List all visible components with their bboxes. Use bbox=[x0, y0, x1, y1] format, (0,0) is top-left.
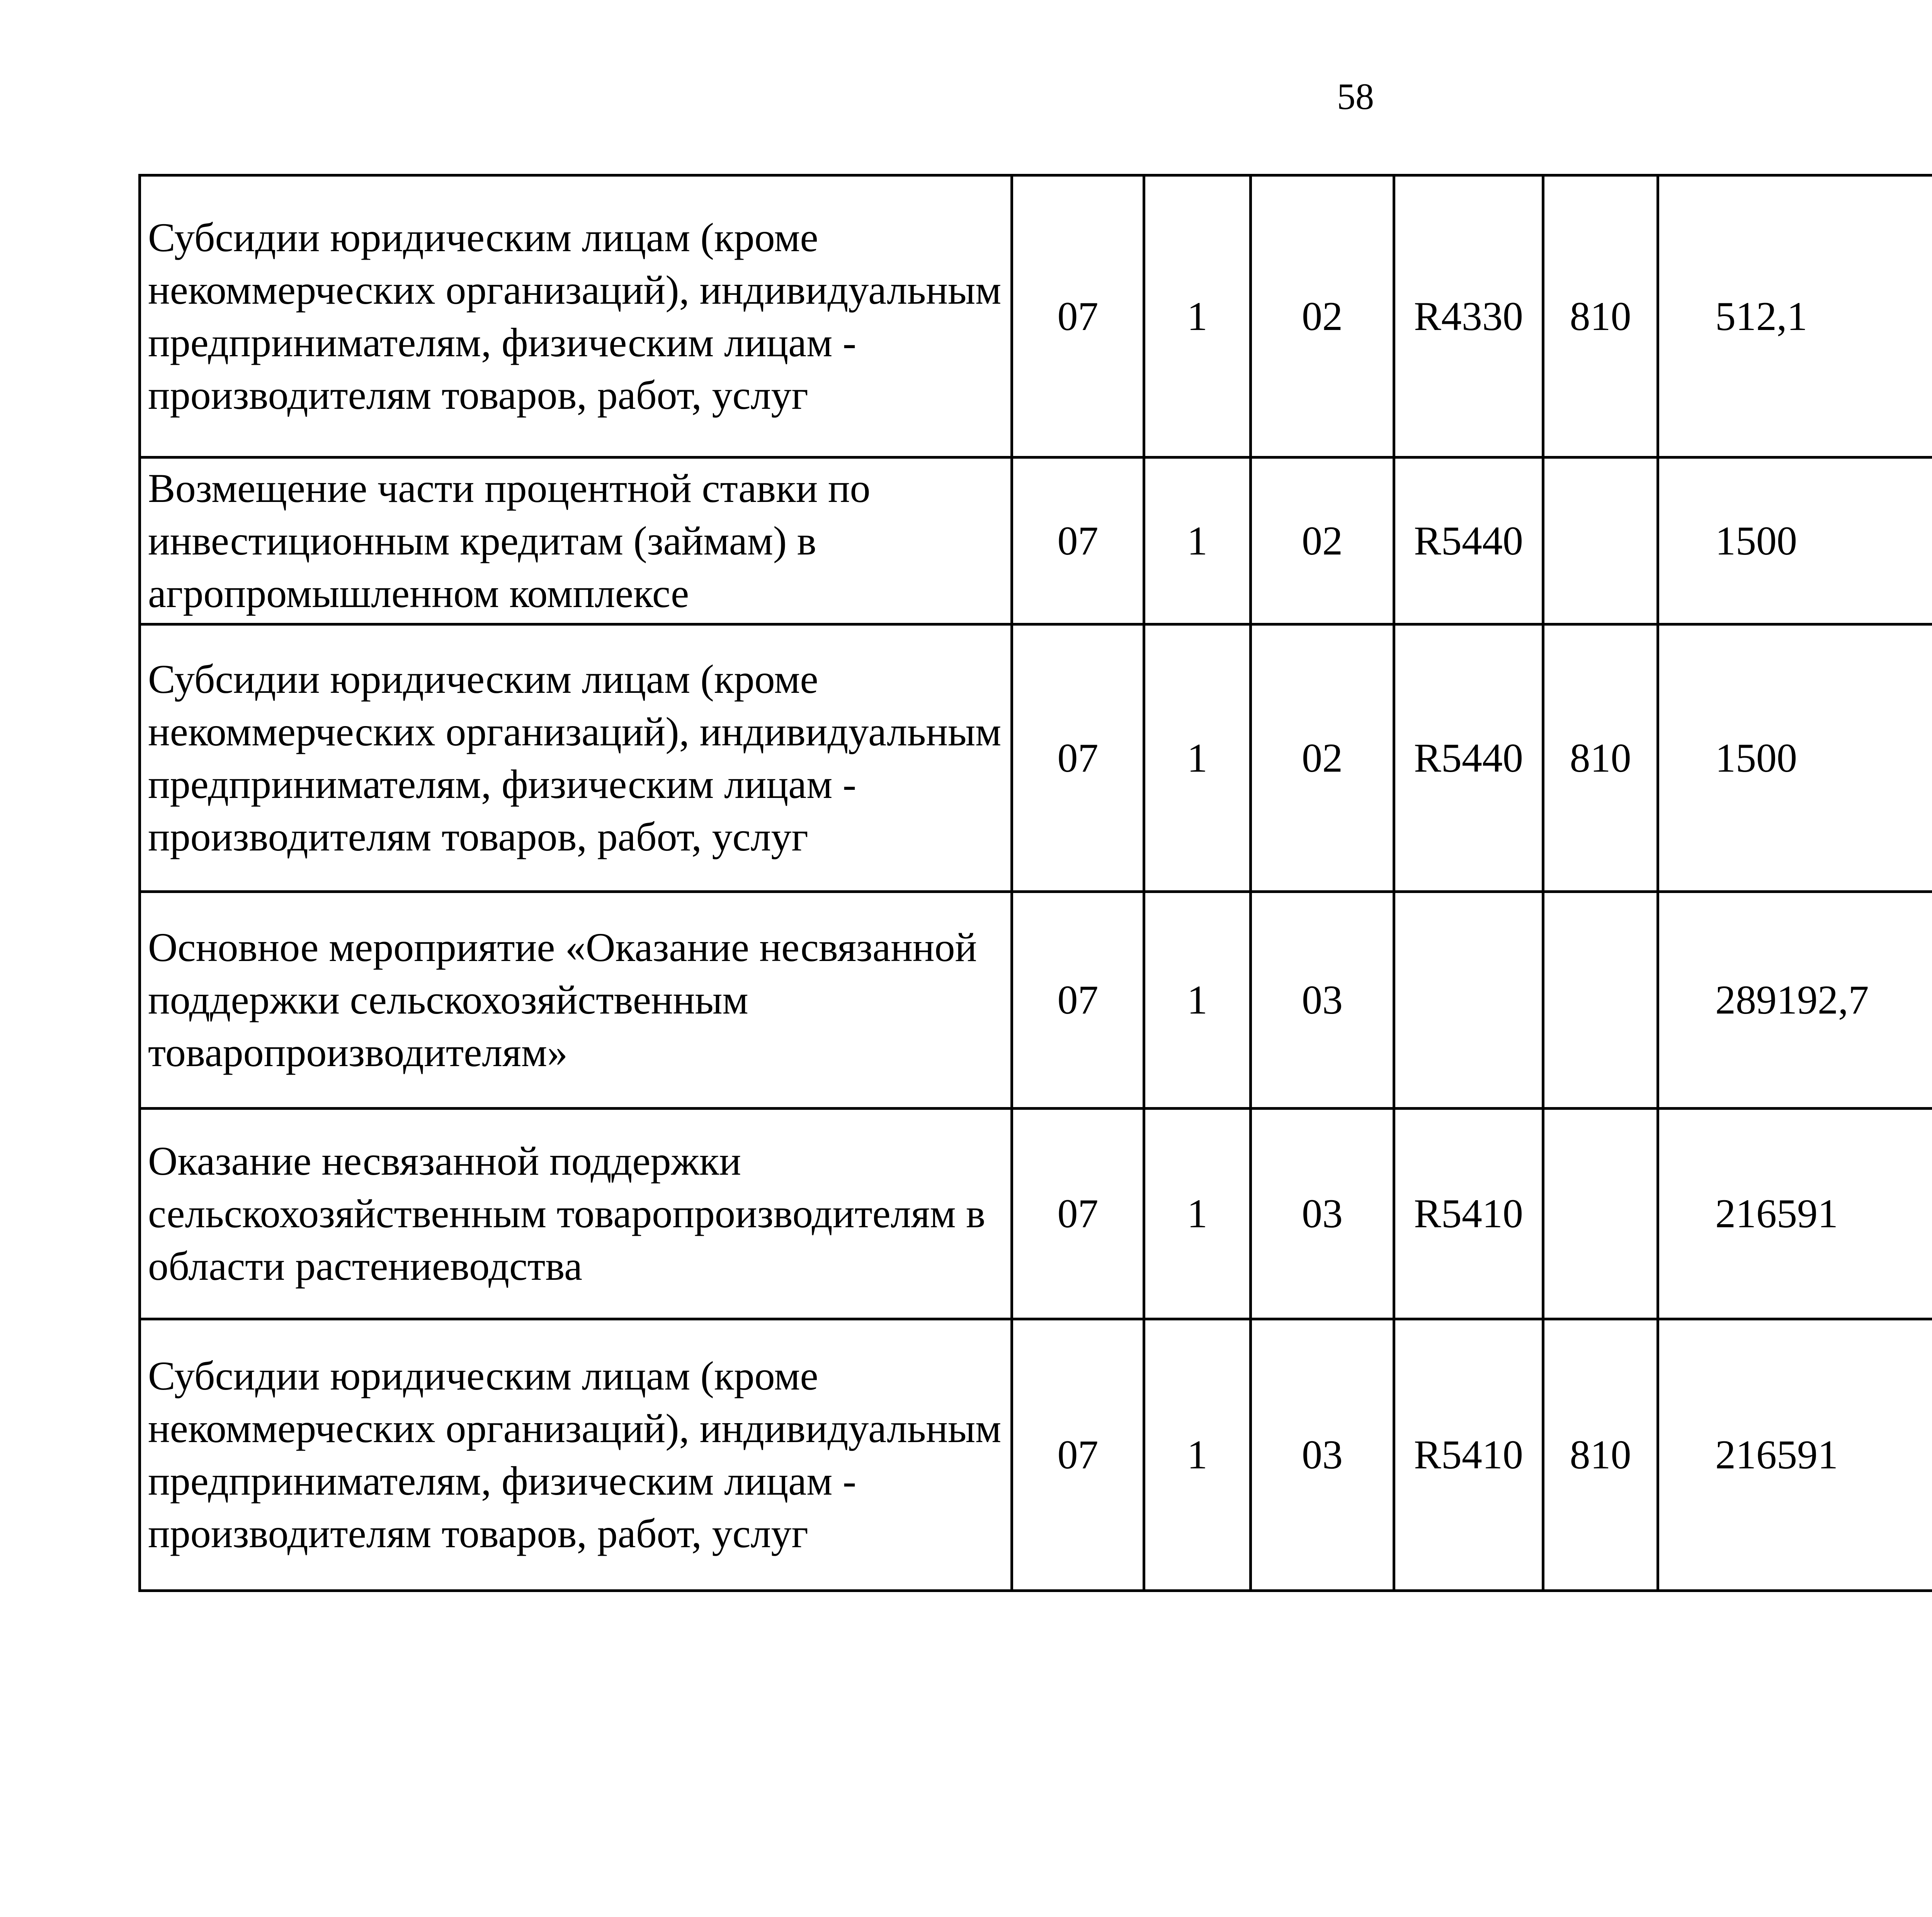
expense-type-code bbox=[1543, 1109, 1658, 1319]
program-code: 1 bbox=[1144, 458, 1251, 624]
program-code: 1 bbox=[1144, 892, 1251, 1109]
amount-year-1: 1500 bbox=[1658, 624, 1932, 892]
amount-year-1: 216591 bbox=[1658, 1109, 1932, 1319]
program-code: 1 bbox=[1144, 624, 1251, 892]
table-row bbox=[140, 892, 1932, 1109]
subprogram-code: 02 bbox=[1251, 624, 1394, 892]
section-code: 07 bbox=[1012, 1109, 1144, 1319]
program-code: 1 bbox=[1144, 1109, 1251, 1319]
target-article-code bbox=[1394, 892, 1543, 1109]
row-description: Основное мероприятие «Оказание несвязанной поддержки сельскохозяйственным товаропроизводителям» bbox=[140, 892, 1012, 1109]
expense-type-code: 810 bbox=[1543, 175, 1658, 458]
section-code: 07 bbox=[1012, 892, 1144, 1109]
subprogram-code: 03 bbox=[1251, 1109, 1394, 1319]
target-article-code: R5410 bbox=[1394, 1109, 1543, 1319]
table-row bbox=[140, 175, 1932, 458]
amount-year-1: 512,1 bbox=[1658, 175, 1932, 458]
section-code: 07 bbox=[1012, 1319, 1144, 1591]
budget-table bbox=[138, 174, 1932, 1592]
amount-year-1: 1500 bbox=[1658, 458, 1932, 624]
expense-type-code: 810 bbox=[1543, 624, 1658, 892]
target-article-code: R5440 bbox=[1394, 624, 1543, 892]
subprogram-code: 02 bbox=[1251, 458, 1394, 624]
expense-type-code bbox=[1543, 458, 1658, 624]
program-code: 1 bbox=[1144, 175, 1251, 458]
amount-year-1: 289192,7 bbox=[1658, 892, 1932, 1109]
expense-type-code: 810 bbox=[1543, 1319, 1658, 1591]
page-number: 58 bbox=[1337, 76, 1374, 117]
section-code: 07 bbox=[1012, 624, 1144, 892]
subprogram-code: 03 bbox=[1251, 892, 1394, 1109]
section-code: 07 bbox=[1012, 175, 1144, 458]
table-row bbox=[140, 1319, 1932, 1591]
section-code: 07 bbox=[1012, 458, 1144, 624]
target-article-code: R5410 bbox=[1394, 1319, 1543, 1591]
expense-type-code bbox=[1543, 892, 1658, 1109]
table-row bbox=[140, 458, 1932, 624]
subprogram-code: 03 bbox=[1251, 1319, 1394, 1591]
table-row bbox=[140, 624, 1932, 892]
table-row bbox=[140, 1109, 1932, 1319]
target-article-code: R4330 bbox=[1394, 175, 1543, 458]
amount-year-1: 216591 bbox=[1658, 1319, 1932, 1591]
target-article-code: R5440 bbox=[1394, 458, 1543, 624]
row-description: Субсидии юридическим лицам (кроме некоммерческих организаций), индивидуальным предпринимателям, физическим лицам - производителям товаров, работ, услуг bbox=[140, 624, 1012, 892]
row-description: Субсидии юридическим лицам (кроме некоммерческих организаций), индивидуальным предпринимателям, физическим лицам - производителям товаров, работ, услуг bbox=[140, 175, 1012, 458]
program-code: 1 bbox=[1144, 1319, 1251, 1591]
row-description: Оказание несвязанной поддержки сельскохозяйственным товаропроизводителям в области растениеводства bbox=[140, 1109, 1012, 1319]
row-description: Возмещение части процентной ставки по инвестиционным кредитам (займам) в агропромышленном комплексе bbox=[140, 458, 1012, 624]
subprogram-code: 02 bbox=[1251, 175, 1394, 458]
row-description: Субсидии юридическим лицам (кроме некоммерческих организаций), индивидуальным предпринимателям, физическим лицам - производителям товаров, работ, услуг bbox=[140, 1319, 1012, 1591]
